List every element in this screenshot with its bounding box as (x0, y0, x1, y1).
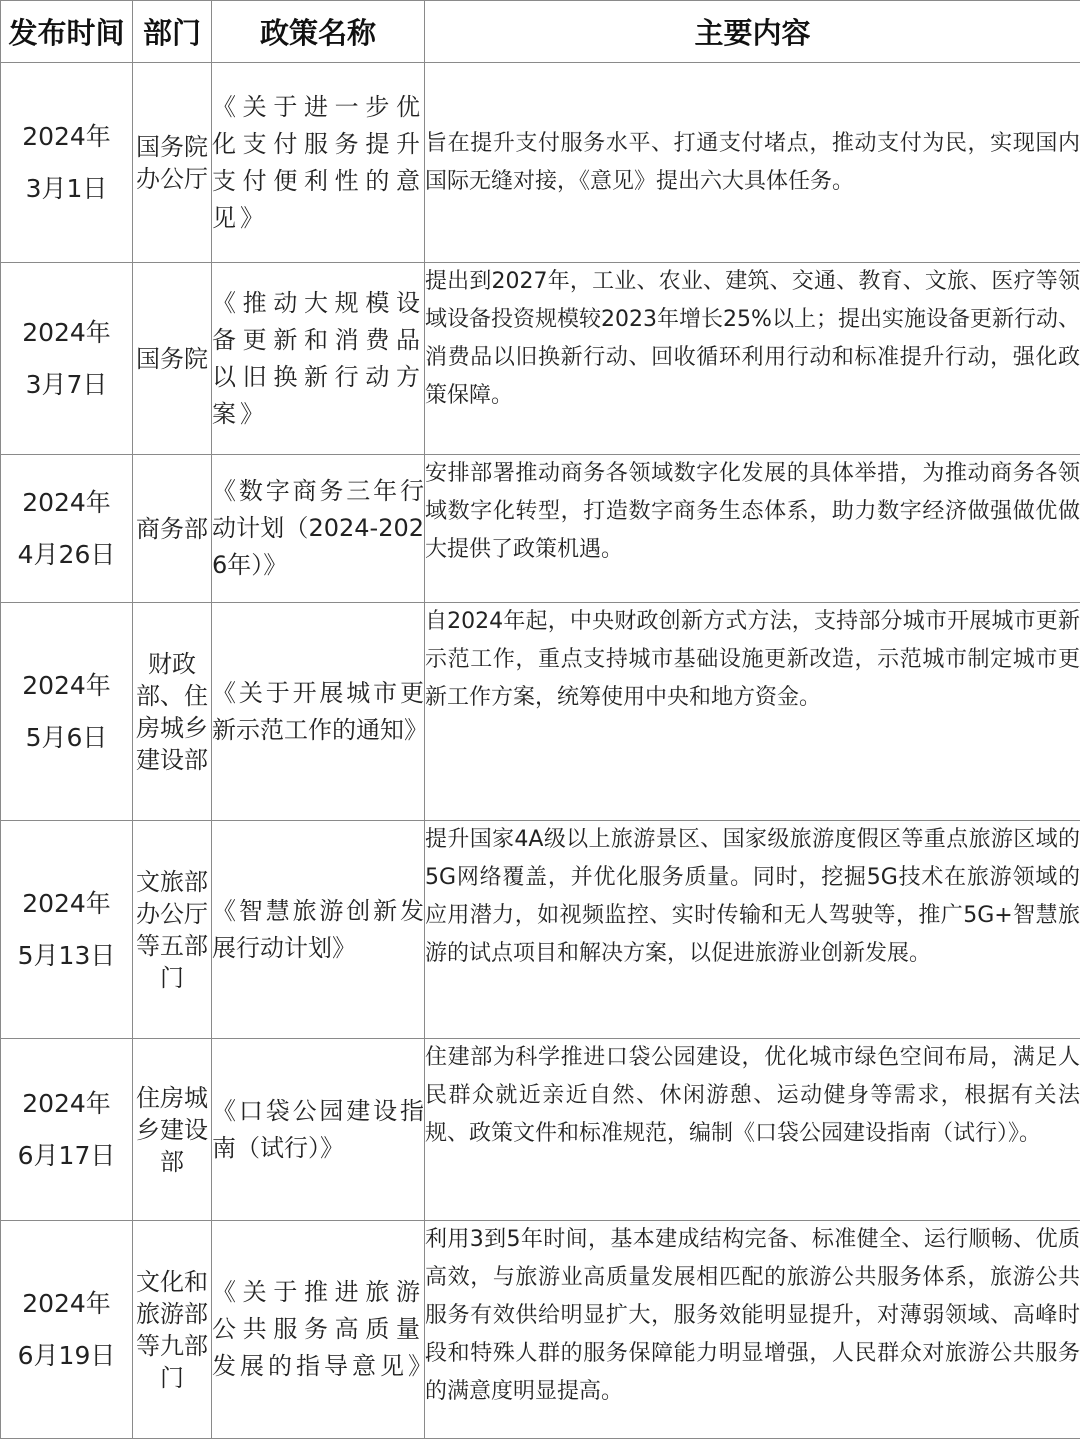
date-cell (1, 263, 133, 455)
content-cell (425, 821, 1080, 1039)
date-year: 2024年 (22, 121, 111, 151)
table-row (1, 63, 1080, 263)
date-year: 2024年 (22, 317, 111, 347)
content-text: 提出到2027年，工业、农业、建筑、交通、教育、文旅、医疗等领域设备投资规模较2023年增长25%以上；提出实施设备更新行动、消费品以旧换新行动、回收循环利用行动和标准提升行动，强化政策保障。 (425, 269, 1080, 408)
header-row (1, 1, 1080, 63)
policy-name-cell: 《智慧旅游创新发展行动计划》 (212, 821, 425, 1039)
date-cell (1, 1039, 133, 1221)
date-year: 2024年 (22, 670, 111, 700)
content-text: 自2024年起，中央财政创新方式方法，支持部分城市开展城市更新示范工作，重点支持城市基础设施更新改造，示范城市制定城市更新工作方案，统筹使用中央和地方资金。 (425, 609, 1080, 710)
content-text: 旨在提升支付服务水平、打通支付堵点，推动支付为民，实现国内国际无缝对接，《意见》提出六大具体任务。 (425, 130, 1080, 194)
table-row (1, 455, 1080, 603)
dept-cell: 财政部、住房城乡建设部 (133, 603, 212, 821)
table-header (1, 1, 1080, 63)
date-cell (1, 603, 133, 821)
header-date: 发布时间 (1, 1, 133, 63)
policy-name-cell: 《数字商务三年行动计划（2024-2026年）》 (212, 455, 425, 603)
dept-cell: 商务部 (133, 455, 212, 603)
date-cell (1, 63, 133, 263)
date-day: 3月1日 (25, 173, 108, 203)
table-row (1, 1039, 1080, 1221)
policy-name-cell: 《关于开展城市更新示范工作的通知》 (212, 603, 425, 821)
content-text: 提升国家4A级以上旅游景区、国家级旅游度假区等重点旅游区域的5G网络覆盖，并优化服务质量。同时，挖掘5G技术在旅游领域的应用潜力，如视频监控、实时传输和无人驾驶等，推广5G+智慧旅游的试点项目和解决方案，以促进旅游业创新发展。 (425, 827, 1080, 966)
content-cell (425, 603, 1080, 821)
date-day: 3月7日 (25, 369, 108, 399)
content-cell (425, 1039, 1080, 1221)
date-year: 2024年 (22, 487, 111, 517)
table-row (1, 1221, 1080, 1439)
content-text: 利用3到5年时间，基本建成结构完备、标准健全、运行顺畅、优质高效，与旅游业高质量发展相匹配的旅游公共服务体系，旅游公共服务有效供给明显扩大，服务效能明显提升，对薄弱领域、高峰时段和特殊人群的服务保障能力明显增强，人民群众对旅游公共服务的满意度明显提高。 (425, 1227, 1080, 1404)
date-cell (1, 1221, 133, 1439)
policy-name-cell: 《推动大规模设备更新和消费品以旧换新行动方案》 (212, 263, 425, 455)
policy-name-cell: 《关于推进旅游公共服务高质量发展的指导意见》 (212, 1221, 425, 1439)
dept-cell: 国务院办公厅 (133, 63, 212, 263)
content-text: 安排部署推动商务各领域数字化发展的具体举措，为推动商务各领域数字化转型，打造数字商务生态体系，助力数字经济做强做优做大提供了政策机遇。 (425, 461, 1080, 562)
date-year: 2024年 (22, 1288, 111, 1318)
header-dept: 部门 (133, 1, 212, 63)
content-cell (425, 1221, 1080, 1439)
date-day: 5月6日 (25, 722, 108, 752)
header-name: 政策名称 (212, 1, 425, 63)
table-body (1, 63, 1080, 1439)
table-row (1, 603, 1080, 821)
date-cell (1, 455, 133, 603)
table-row (1, 263, 1080, 455)
policy-name-cell: 《口袋公园建设指南（试行）》 (212, 1039, 425, 1221)
dept-cell: 文旅部办公厅等五部门 (133, 821, 212, 1039)
date-year: 2024年 (22, 888, 111, 918)
dept-cell: 住房城乡建设部 (133, 1039, 212, 1221)
date-cell (1, 821, 133, 1039)
dept-cell: 文化和旅游部等九部门 (133, 1221, 212, 1439)
content-cell (425, 63, 1080, 263)
content-text: 住建部为科学推进口袋公园建设，优化城市绿色空间布局，满足人民群众就近亲近自然、休闲游憩、运动健身等需求，根据有关法规、政策文件和标准规范，编制《口袋公园建设指南（试行）》。 (425, 1045, 1080, 1146)
date-day: 6月19日 (17, 1340, 116, 1370)
content-cell (425, 263, 1080, 455)
dept-cell: 国务院 (133, 263, 212, 455)
date-year: 2024年 (22, 1088, 111, 1118)
policy-name-cell: 《关于进一步优化支付服务提升支付便利性的意见》 (212, 63, 425, 263)
date-day: 6月17日 (17, 1140, 116, 1170)
header-content: 主要内容 (425, 1, 1080, 63)
table-row (1, 821, 1080, 1039)
content-cell (425, 455, 1080, 603)
date-day: 5月13日 (17, 940, 116, 970)
date-day: 4月26日 (17, 539, 116, 569)
